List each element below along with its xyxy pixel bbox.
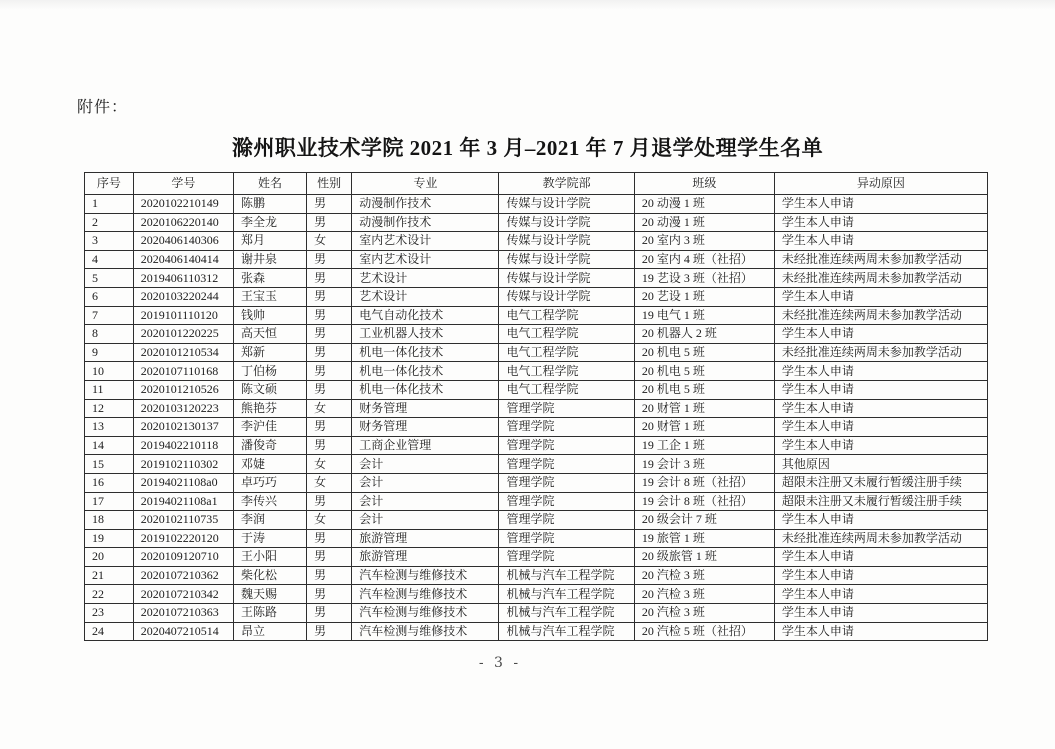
cell-department: 机械与汽车工程学院	[499, 566, 634, 585]
table-row	[85, 604, 988, 623]
cell-name: 钱帅	[233, 306, 306, 325]
cell-gender: 女	[307, 232, 352, 251]
cell-major: 电气自动化技术	[352, 306, 499, 325]
cell-gender: 男	[307, 585, 352, 604]
page-title: 滁州职业技术学院 2021 年 3 月–2021 年 7 月退学处理学生名单	[231, 136, 824, 160]
cell-major: 工商企业管理	[352, 436, 499, 455]
cell-major: 汽车检测与维修技术	[352, 566, 499, 585]
table-header	[85, 173, 988, 195]
cell-major: 汽车检测与维修技术	[352, 604, 499, 623]
cell-class: 20 汽检 5 班（社招）	[634, 622, 774, 641]
cell-gender: 男	[307, 604, 352, 623]
attachment-label: 附件：	[77, 99, 129, 116]
cell-index: 8	[85, 325, 134, 344]
cell-reason: 学生本人申请	[774, 232, 987, 251]
cell-reason: 学生本人申请	[774, 604, 987, 623]
table-row	[85, 511, 988, 530]
cell-index: 6	[85, 287, 134, 306]
cell-major: 机电一体化技术	[352, 380, 499, 399]
table-row	[85, 306, 988, 325]
table-row	[85, 548, 988, 567]
table-row	[85, 622, 988, 641]
cell-reason: 学生本人申请	[774, 418, 987, 437]
cell-reason: 学生本人申请	[774, 287, 987, 306]
cell-class: 19 工企 1 班	[634, 436, 774, 455]
cell-department: 传媒与设计学院	[499, 287, 634, 306]
cell-gender: 男	[307, 195, 352, 214]
cell-reason: 超限未注册又未履行暂缓注册手续	[774, 492, 987, 511]
cell-name: 王小阳	[233, 548, 306, 567]
cell-department: 管理学院	[499, 529, 634, 548]
cell-gender: 男	[307, 418, 352, 437]
cell-name: 柴化松	[233, 566, 306, 585]
cell-reason: 学生本人申请	[774, 585, 987, 604]
cell-gender: 男	[307, 269, 352, 288]
cell-name: 王陈路	[233, 604, 306, 623]
cell-gender: 女	[307, 399, 352, 418]
table-row	[85, 473, 988, 492]
cell-department: 传媒与设计学院	[499, 195, 634, 214]
cell-index: 4	[85, 250, 134, 269]
table-row	[85, 492, 988, 511]
cell-department: 电气工程学院	[499, 380, 634, 399]
cell-class: 20 动漫 1 班	[634, 195, 774, 214]
cell-reason: 学生本人申请	[774, 511, 987, 530]
cell-reason: 学生本人申请	[774, 325, 987, 344]
cell-major: 会计	[352, 511, 499, 530]
table-row	[85, 399, 988, 418]
cell-class: 20 艺设 1 班	[634, 287, 774, 306]
cell-index: 11	[85, 380, 134, 399]
cell-index: 17	[85, 492, 134, 511]
cell-major: 汽车检测与维修技术	[352, 585, 499, 604]
cell-index: 2	[85, 213, 134, 232]
cell-major: 会计	[352, 492, 499, 511]
cell-major: 会计	[352, 473, 499, 492]
header-reason: 异动原因	[774, 173, 987, 195]
cell-reason: 未经批准连续两周未参加教学活动	[774, 529, 987, 548]
cell-gender: 女	[307, 511, 352, 530]
cell-class: 20 汽检 3 班	[634, 604, 774, 623]
cell-name: 谢井泉	[233, 250, 306, 269]
table-row	[85, 380, 988, 399]
header-major: 专业	[352, 173, 499, 195]
cell-reason: 未经批准连续两周未参加教学活动	[774, 250, 987, 269]
cell-department: 电气工程学院	[499, 306, 634, 325]
cell-index: 3	[85, 232, 134, 251]
cell-student-id: 2020107210363	[133, 604, 233, 623]
table-row	[85, 455, 988, 474]
cell-name: 魏天赐	[233, 585, 306, 604]
cell-index: 15	[85, 455, 134, 474]
cell-reason: 学生本人申请	[774, 548, 987, 567]
cell-major: 艺术设计	[352, 287, 499, 306]
cell-student-id: 2019102220120	[133, 529, 233, 548]
cell-major: 会计	[352, 455, 499, 474]
cell-index: 1	[85, 195, 134, 214]
cell-student-id: 2020107110168	[133, 362, 233, 381]
cell-reason: 学生本人申请	[774, 362, 987, 381]
cell-department: 传媒与设计学院	[499, 232, 634, 251]
cell-department: 管理学院	[499, 473, 634, 492]
page-number: - 3 -	[478, 655, 522, 671]
cell-student-id: 2020102110735	[133, 511, 233, 530]
cell-name: 邓婕	[233, 455, 306, 474]
cell-index: 22	[85, 585, 134, 604]
cell-class: 19 会计 8 班（社招）	[634, 473, 774, 492]
cell-gender: 男	[307, 436, 352, 455]
cell-department: 管理学院	[499, 511, 634, 530]
cell-name: 高天恒	[233, 325, 306, 344]
cell-student-id: 2020107210362	[133, 566, 233, 585]
cell-reason: 学生本人申请	[774, 213, 987, 232]
cell-gender: 男	[307, 287, 352, 306]
cell-student-id: 2020103120223	[133, 399, 233, 418]
cell-name: 李传兴	[233, 492, 306, 511]
cell-class: 19 电气 1 班	[634, 306, 774, 325]
cell-student-id: 2020102130137	[133, 418, 233, 437]
cell-name: 潘俊奇	[233, 436, 306, 455]
cell-department: 机械与汽车工程学院	[499, 585, 634, 604]
header-class: 班级	[634, 173, 774, 195]
cell-class: 20 机器人 2 班	[634, 325, 774, 344]
cell-department: 管理学院	[499, 399, 634, 418]
cell-class: 19 艺设 3 班（社招）	[634, 269, 774, 288]
cell-class: 20 机电 5 班	[634, 343, 774, 362]
cell-student-id: 2019402210118	[133, 436, 233, 455]
cell-student-id: 2019101110120	[133, 306, 233, 325]
cell-major: 旅游管理	[352, 548, 499, 567]
cell-student-id: 2020101220225	[133, 325, 233, 344]
cell-major: 室内艺术设计	[352, 232, 499, 251]
cell-index: 19	[85, 529, 134, 548]
header-index: 序号	[85, 173, 134, 195]
table-row	[85, 436, 988, 455]
cell-student-id: 2020406140414	[133, 250, 233, 269]
student-table-body	[85, 195, 988, 641]
cell-name: 李全龙	[233, 213, 306, 232]
table-row	[85, 529, 988, 548]
cell-class: 20 机电 5 班	[634, 380, 774, 399]
cell-gender: 男	[307, 213, 352, 232]
cell-index: 5	[85, 269, 134, 288]
cell-gender: 男	[307, 362, 352, 381]
cell-name: 于涛	[233, 529, 306, 548]
table-row	[85, 213, 988, 232]
cell-reason: 超限未注册又未履行暂缓注册手续	[774, 473, 987, 492]
cell-index: 16	[85, 473, 134, 492]
cell-student-id: 2020406140306	[133, 232, 233, 251]
cell-gender: 男	[307, 250, 352, 269]
cell-student-id: 2020101210526	[133, 380, 233, 399]
cell-gender: 男	[307, 325, 352, 344]
table-row	[85, 585, 988, 604]
cell-student-id: 20194021108a0	[133, 473, 233, 492]
table-row	[85, 418, 988, 437]
cell-department: 管理学院	[499, 436, 634, 455]
header-department: 教学院部	[499, 173, 634, 195]
cell-name: 张森	[233, 269, 306, 288]
cell-class: 19 旅管 1 班	[634, 529, 774, 548]
cell-gender: 男	[307, 566, 352, 585]
cell-class: 19 会计 8 班（社招）	[634, 492, 774, 511]
cell-name: 丁伯杨	[233, 362, 306, 381]
cell-index: 20	[85, 548, 134, 567]
table-row	[85, 566, 988, 585]
cell-gender: 男	[307, 343, 352, 362]
cell-department: 电气工程学院	[499, 343, 634, 362]
cell-index: 24	[85, 622, 134, 641]
cell-reason: 其他原因	[774, 455, 987, 474]
cell-reason: 未经批准连续两周未参加教学活动	[774, 306, 987, 325]
cell-student-id: 2019102110302	[133, 455, 233, 474]
cell-class: 20 级会计 7 班	[634, 511, 774, 530]
cell-class: 20 财管 1 班	[634, 418, 774, 437]
table-row	[85, 362, 988, 381]
cell-class: 20 机电 5 班	[634, 362, 774, 381]
cell-gender: 女	[307, 473, 352, 492]
header-row	[85, 173, 988, 195]
cell-reason: 学生本人申请	[774, 380, 987, 399]
cell-student-id: 2020106220140	[133, 213, 233, 232]
cell-student-id: 2020407210514	[133, 622, 233, 641]
cell-student-id: 20194021108a1	[133, 492, 233, 511]
cell-major: 旅游管理	[352, 529, 499, 548]
cell-reason: 学生本人申请	[774, 622, 987, 641]
cell-gender: 男	[307, 306, 352, 325]
cell-department: 电气工程学院	[499, 325, 634, 344]
cell-index: 9	[85, 343, 134, 362]
cell-name: 王宝玉	[233, 287, 306, 306]
cell-department: 传媒与设计学院	[499, 269, 634, 288]
cell-student-id: 2020107210342	[133, 585, 233, 604]
cell-gender: 女	[307, 455, 352, 474]
table-row	[85, 195, 988, 214]
cell-major: 机电一体化技术	[352, 362, 499, 381]
cell-major: 工业机器人技术	[352, 325, 499, 344]
cell-reason: 学生本人申请	[774, 436, 987, 455]
table-row	[85, 232, 988, 251]
cell-name: 李润	[233, 511, 306, 530]
cell-department: 电气工程学院	[499, 362, 634, 381]
cell-index: 10	[85, 362, 134, 381]
cell-gender: 男	[307, 548, 352, 567]
cell-name: 李沪佳	[233, 418, 306, 437]
cell-class: 20 汽检 3 班	[634, 585, 774, 604]
cell-index: 18	[85, 511, 134, 530]
cell-reason: 学生本人申请	[774, 399, 987, 418]
cell-reason: 学生本人申请	[774, 566, 987, 585]
cell-department: 机械与汽车工程学院	[499, 622, 634, 641]
cell-name: 郑月	[233, 232, 306, 251]
cell-name: 郑新	[233, 343, 306, 362]
cell-department: 传媒与设计学院	[499, 213, 634, 232]
cell-index: 7	[85, 306, 134, 325]
table-row	[85, 269, 988, 288]
cell-class: 20 动漫 1 班	[634, 213, 774, 232]
cell-class: 20 室内 4 班（社招）	[634, 250, 774, 269]
cell-major: 动漫制作技术	[352, 213, 499, 232]
cell-department: 管理学院	[499, 455, 634, 474]
cell-gender: 男	[307, 380, 352, 399]
table-row	[85, 250, 988, 269]
cell-index: 13	[85, 418, 134, 437]
cell-department: 机械与汽车工程学院	[499, 604, 634, 623]
cell-major: 艺术设计	[352, 269, 499, 288]
cell-class: 20 室内 3 班	[634, 232, 774, 251]
cell-index: 23	[85, 604, 134, 623]
cell-student-id: 2020101210534	[133, 343, 233, 362]
cell-reason: 学生本人申请	[774, 195, 987, 214]
cell-department: 管理学院	[499, 548, 634, 567]
cell-index: 12	[85, 399, 134, 418]
cell-student-id: 2020103220244	[133, 287, 233, 306]
cell-major: 财务管理	[352, 399, 499, 418]
cell-department: 传媒与设计学院	[499, 250, 634, 269]
cell-gender: 男	[307, 529, 352, 548]
header-gender: 性别	[307, 173, 352, 195]
cell-class: 20 财管 1 班	[634, 399, 774, 418]
cell-department: 管理学院	[499, 418, 634, 437]
cell-class: 19 会计 3 班	[634, 455, 774, 474]
cell-student-id: 2020109120710	[133, 548, 233, 567]
table-row	[85, 343, 988, 362]
cell-name: 昂立	[233, 622, 306, 641]
cell-name: 卓巧巧	[233, 473, 306, 492]
cell-name: 陈文硕	[233, 380, 306, 399]
cell-major: 室内艺术设计	[352, 250, 499, 269]
cell-gender: 男	[307, 492, 352, 511]
cell-reason: 未经批准连续两周未参加教学活动	[774, 269, 987, 288]
table-row	[85, 325, 988, 344]
student-table	[84, 172, 988, 641]
cell-major: 汽车检测与维修技术	[352, 622, 499, 641]
cell-reason: 未经批准连续两周未参加教学活动	[774, 343, 987, 362]
header-student-id: 学号	[133, 173, 233, 195]
cell-name: 熊艳芬	[233, 399, 306, 418]
cell-class: 20 汽检 3 班	[634, 566, 774, 585]
cell-department: 管理学院	[499, 492, 634, 511]
cell-class: 20 级旅管 1 班	[634, 548, 774, 567]
cell-major: 财务管理	[352, 418, 499, 437]
cell-major: 动漫制作技术	[352, 195, 499, 214]
table-row	[85, 287, 988, 306]
cell-index: 21	[85, 566, 134, 585]
cell-name: 陈鹏	[233, 195, 306, 214]
cell-index: 14	[85, 436, 134, 455]
cell-major: 机电一体化技术	[352, 343, 499, 362]
cell-student-id: 2020102210149	[133, 195, 233, 214]
cell-gender: 男	[307, 622, 352, 641]
cell-student-id: 2019406110312	[133, 269, 233, 288]
header-name: 姓名	[233, 173, 306, 195]
